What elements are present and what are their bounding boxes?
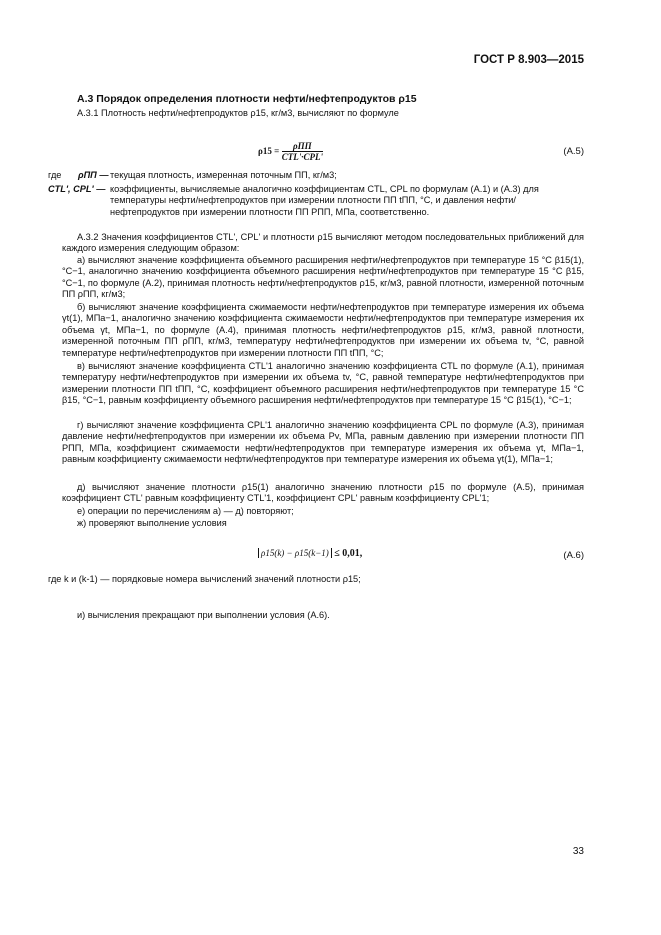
definition-rho-text: текущая плотность, измеренная поточным ПП, кг/м3; — [110, 170, 337, 180]
step-c: в) вычисляют значение коэффициента CTL'1 аналогично значению коэффициента CTL по формуле (А.1), принимая температуру нефти/нефтепродуктов при измерении их объема tv, °С, равной температуре нефти/нефтепродуктов при измерении плотности ПП tПП, °С, коэффициент объемного расширения нефти/нефтепродуктов при температуре 15 °С β15, °С−1, равным коэффициенту объемного расширения нефти/нефтепродуктов при температуре 15 °С β15(1), °С−1; — [62, 361, 584, 406]
definition-ctl-cpl-text: коэффициенты, вычисляемые аналогично коэффициентам CTL, CPL по формулам (А.1) и (А.3) для температуры нефти/нефтепродуктов при измерении плотности ПП tПП, °С, и давления нефти/нефтепродуктов при измерении плотности ПП PПП, МПа, соответственно. — [110, 184, 539, 217]
formula-a6-number: (А.6) — [563, 550, 584, 561]
step-i: и) вычисления прекращают при выполнении условия (А.6). — [77, 610, 330, 620]
step-a: а) вычисляют значение коэффициента объемного расширения нефти/нефтепродуктов при температуре 15 °С β15(1), °С−1, аналогично значению коэффициента объемного расширения нефти/нефтепродуктов при температуре 15 °С β15, °С−1, по формуле (А.2), принимая плотность нефти/нефтепродуктов ρ15, кг/м3, равной плотности, измеренной поточным ПП ρПП, кг/м3; — [62, 255, 584, 300]
page-number: 33 — [572, 846, 584, 857]
paragraph-a32: А.3.2 Значения коэффициентов CTL', CPL' и плотности ρ15 вычисляют методом последовательных приближений для каждого измерения следующим образом: — [62, 232, 584, 254]
paragraph-where-k: где k и (k-1) — порядковые номера вычислений значений плотности ρ15; — [48, 574, 361, 584]
formula-a5-denominator: CTL'·CPL' — [281, 152, 323, 162]
formula-a6-rhs: ≤ 0,01, — [334, 548, 363, 559]
paragraph-a31: А.3.1 Плотность нефти/нефтепродуктов ρ15, кг/м3, вычисляют по формуле — [77, 108, 399, 118]
formula-a6-abs-expression: ρ15(k) − ρ15(k−1) — [258, 548, 332, 558]
where-label: где — [48, 170, 62, 180]
step-b: б) вычисляют значение коэффициента сжимаемости нефти/нефтепродуктов при температуре измерения их объема γt(1), МПа−1, аналогично значению коэффициента сжимаемости нефти/нефтепродуктов при температуре измерения их объема γt, МПа−1, по формуле (А.4), принимая плотность нефти/нефтепродуктов ρ15, кг/м3, равной плотности, измеренной поточным ПП ρПП, кг/м3, температуру нефти/нефтепродуктов при измерении их объема tv, °С, равной температуре нефти/нефтепродуктов при измерении плотности ПП tПП, °С; — [62, 302, 584, 358]
step-d: г) вычисляют значение коэффициента CPL'1 аналогично значению коэффициента CPL по формуле (А.3), принимая давление нефти/нефтепродуктов при измерении их объема Pv, МПа, равным давлению при измерении плотности ПП PПП, МПа, коэффициент сжимаемости нефти/нефтепродуктов при температуре измерения их объема γt, МПа−1, равным коэффициенту сжимаемости нефти/нефтепродуктов при температуре измерения их объема γt(1), МПа−1; — [62, 420, 584, 465]
step-e: д) вычисляют значение плотности ρ15(1) аналогично значению плотности ρ15 по формуле (А.5), принимая коэффициент CTL' равным коэффициенту CTL'1, коэффициент CPL' равным коэффициенту CPL'1; — [62, 482, 584, 504]
step-g: ж) проверяют выполнение условия — [77, 518, 227, 528]
formula-a5-lhs: ρ15 = — [258, 145, 280, 156]
formula-a5-number: (А.5) — [563, 146, 584, 157]
formula-a5-numerator: ρПП — [282, 141, 323, 152]
step-f: е) операции по перечислениям а) — д) повторяют; — [77, 506, 294, 516]
section-title: А.3 Порядок определения плотности нефти/нефтепродуктов ρ15 — [77, 93, 417, 105]
document-header: ГОСТ Р 8.903—2015 — [473, 54, 584, 66]
formula-a6 — [258, 548, 362, 559]
definition-rho-symbol: ρПП — — [78, 170, 109, 180]
formula-a5 — [258, 141, 323, 162]
definition-ctl-cpl-symbol: CTL', CPL' — — [48, 184, 106, 194]
